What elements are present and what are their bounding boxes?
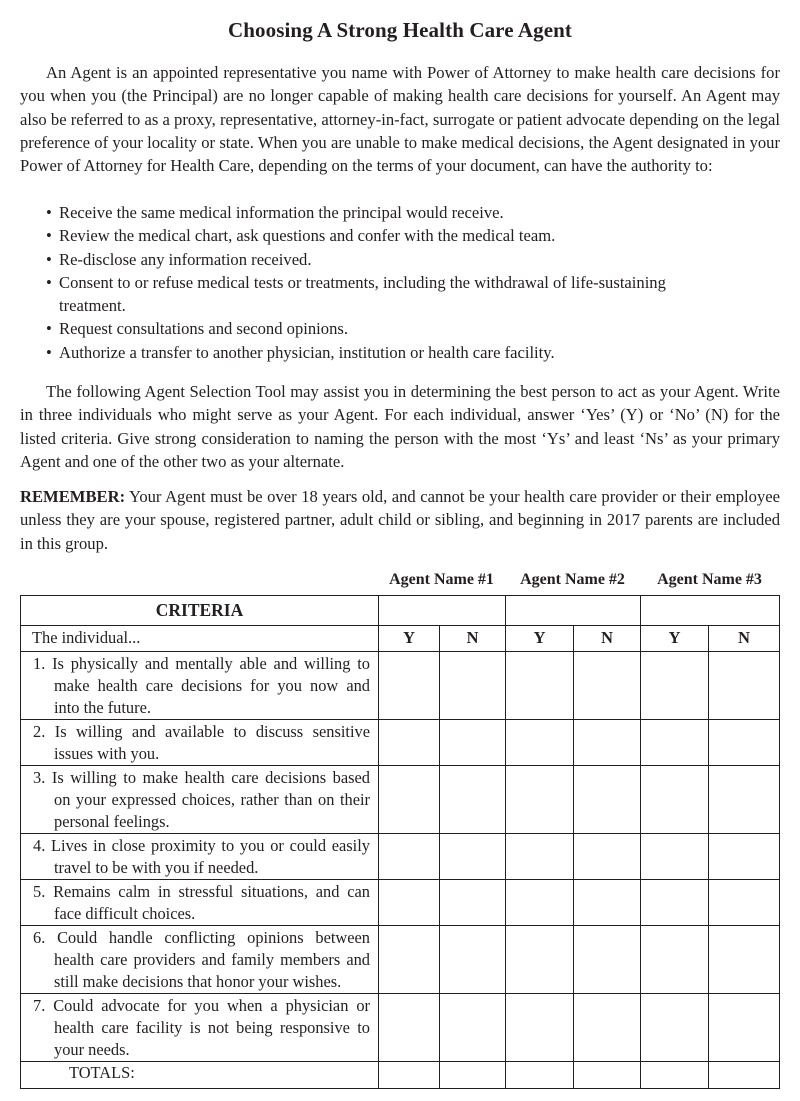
answer-cell[interactable] — [379, 994, 440, 1062]
answer-cell[interactable] — [641, 834, 709, 880]
criteria-header-row — [21, 596, 780, 626]
criteria-row — [21, 766, 780, 834]
total-cell[interactable] — [440, 1062, 506, 1089]
criteria-row — [21, 720, 780, 766]
answer-cell[interactable] — [709, 926, 780, 994]
answer-cell[interactable] — [506, 926, 574, 994]
authority-item: • Consent to or refuse medical tests or treatments, including the withdrawal of life-sustaining treatment. — [46, 271, 766, 318]
answer-cell[interactable] — [574, 652, 641, 720]
answer-cell[interactable] — [709, 652, 780, 720]
answer-cell[interactable] — [379, 652, 440, 720]
total-cell[interactable] — [641, 1062, 709, 1089]
answer-cell[interactable] — [506, 994, 574, 1062]
answer-cell[interactable] — [641, 652, 709, 720]
answer-cell[interactable] — [440, 766, 506, 834]
criteria-row — [21, 834, 780, 880]
answer-cell[interactable] — [574, 720, 641, 766]
answer-cell[interactable] — [709, 994, 780, 1062]
answer-cell[interactable] — [641, 720, 709, 766]
agent-3-no-header: N — [709, 626, 780, 652]
answer-cell[interactable] — [709, 880, 780, 926]
agent-1-no-header: N — [440, 626, 506, 652]
criteria-row — [21, 926, 780, 994]
answer-cell[interactable] — [574, 834, 641, 880]
answer-cell[interactable] — [440, 652, 506, 720]
criteria-text: 7. Could advocate for you when a physician or health care facility is not being responsive to your needs. — [33, 996, 370, 1059]
agent-3-name-cell[interactable] — [641, 596, 780, 626]
agent-2-yes-header: Y — [506, 626, 574, 652]
yn-header-row — [21, 626, 780, 652]
agent-1-name-cell[interactable] — [379, 596, 506, 626]
criteria-text: 3. Is willing to make health care decisions based on your expressed choices, rather than on their personal feelings. — [33, 768, 370, 831]
answer-cell[interactable] — [440, 926, 506, 994]
agent-1-yes-header: Y — [379, 626, 440, 652]
answer-cell[interactable] — [574, 766, 641, 834]
answer-cell[interactable] — [574, 880, 641, 926]
answer-cell[interactable] — [379, 766, 440, 834]
answer-cell[interactable] — [506, 766, 574, 834]
criteria-text: 1. Is physically and mentally able and willing to make health care decisions for you now and into the future. — [33, 654, 370, 717]
total-cell[interactable] — [506, 1062, 574, 1089]
authority-list — [46, 201, 766, 364]
answer-cell[interactable] — [506, 720, 574, 766]
answer-cell[interactable] — [440, 834, 506, 880]
answer-cell[interactable] — [379, 880, 440, 926]
answer-cell[interactable] — [709, 834, 780, 880]
agent-name-3-header: Agent Name #3 — [657, 571, 762, 588]
answer-cell[interactable] — [440, 720, 506, 766]
answer-cell[interactable] — [506, 880, 574, 926]
criteria-row — [21, 994, 780, 1062]
answer-cell[interactable] — [574, 926, 641, 994]
criteria-header: CRITERIA — [21, 596, 379, 626]
remember-paragraph — [20, 485, 780, 555]
answer-cell[interactable] — [641, 766, 709, 834]
totals-label: TOTALS: — [21, 1062, 379, 1089]
answer-cell[interactable] — [641, 880, 709, 926]
tool-paragraph: The following Agent Selection Tool may assist you in determining the best person to act as your Agent. Write in three individuals who might serve as your Agent. For each individual, answer ‘Yes’ (Y) or ‘No’ (N) for the listed criteria. Give strong consideration to naming the person with the most ‘Ys’ and least ‘Ns’ as your primary Agent and one of the other two as your alternate. — [20, 382, 780, 471]
agent-3-yes-header: Y — [641, 626, 709, 652]
answer-cell[interactable] — [709, 720, 780, 766]
agent-name-2-header: Agent Name #2 — [520, 571, 625, 588]
remember-text: Your Agent must be over 18 years old, and cannot be your health care provider or their employee unless they are your spouse, registered partner, adult child or sibling, and beginning in 2017 parents are included in this group. — [20, 487, 780, 553]
intro-paragraph: An Agent is an appointed representative you name with Power of Attorney to make health care decisions for you when you (the Principal) are no longer capable of making health care decisions for yourself. An Agent may also be referred to as a proxy, representative, attorney-in-fact, surrogate or patient advocate depending on the legal preference of your locality or state. When you are unable to make medical decisions, the Agent designated in your Power of Attorney for Health Care, depending on the terms of your document, can have the authority to: — [20, 63, 780, 176]
criteria-row — [21, 652, 780, 720]
agent-2-no-header: N — [574, 626, 641, 652]
agent-selection-table — [20, 595, 780, 1089]
criteria-text: 5. Remains calm in stressful situations, and can face difficult choices. — [33, 882, 370, 923]
individual-subheader: The individual... — [21, 626, 379, 652]
answer-cell[interactable] — [506, 652, 574, 720]
criteria-text: 2. Is willing and available to discuss sensitive issues with you. — [33, 722, 370, 763]
agent-name-1-header: Agent Name #1 — [389, 571, 494, 588]
criteria-row — [21, 880, 780, 926]
answer-cell[interactable] — [379, 720, 440, 766]
authority-item: • Request consultations and second opinions. — [46, 317, 766, 340]
answer-cell[interactable] — [506, 834, 574, 880]
answer-cell[interactable] — [641, 926, 709, 994]
answer-cell[interactable] — [379, 834, 440, 880]
authority-item: • Authorize a transfer to another physician, institution or health care facility. — [46, 341, 766, 364]
authority-item: • Re-disclose any information received. — [46, 248, 766, 271]
total-cell[interactable] — [379, 1062, 440, 1089]
answer-cell[interactable] — [440, 994, 506, 1062]
answer-cell[interactable] — [379, 926, 440, 994]
answer-cell[interactable] — [709, 766, 780, 834]
agent-2-name-cell[interactable] — [506, 596, 641, 626]
authority-item: • Receive the same medical information the principal would receive. — [46, 201, 766, 224]
criteria-text: 6. Could handle conflicting opinions between health care providers and family members and still make decisions that honor your wishes. — [33, 928, 370, 991]
total-cell[interactable] — [709, 1062, 780, 1089]
answer-cell[interactable] — [641, 994, 709, 1062]
total-cell[interactable] — [574, 1062, 641, 1089]
authority-item: • Review the medical chart, ask questions and confer with the medical team. — [46, 224, 766, 247]
totals-row — [21, 1062, 780, 1089]
answer-cell[interactable] — [574, 994, 641, 1062]
agent-name-headers — [0, 571, 800, 593]
page-title: Choosing A Strong Health Care Agent — [227, 18, 572, 42]
criteria-text: 4. Lives in close proximity to you or could easily travel to be with you if needed. — [33, 836, 370, 877]
remember-label: REMEMBER: — [20, 487, 126, 506]
answer-cell[interactable] — [440, 880, 506, 926]
